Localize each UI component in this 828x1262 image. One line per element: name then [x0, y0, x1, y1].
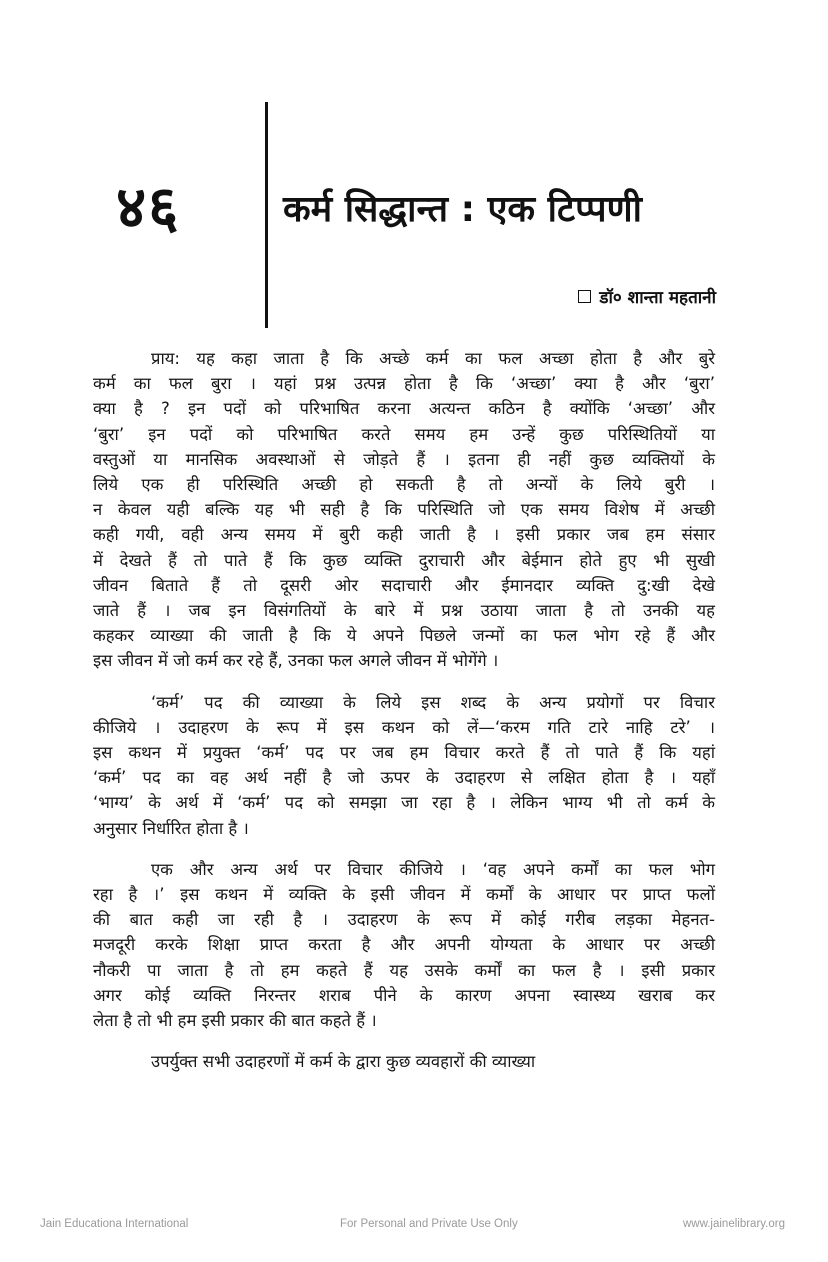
text-line: रहा है ।’ इस कथन में व्यक्ति के इसी जीवन में कर्मों के आधार पर प्राप्त फलों — [93, 885, 715, 905]
article-body — [93, 346, 715, 1090]
paragraph — [93, 857, 715, 1033]
text-line: जाते हैं । जब इन विसंगतियों के बारे में प्रश्न उठाया जाता है तो उनकी यह — [93, 601, 715, 621]
text-line: न केवल यही बल्कि यह भी सही है कि परिस्थिति जो एक समय विशेष में अच्छी — [93, 500, 715, 520]
text-line: कही गयी, वही अन्य समय में बुरी कही जाती है । इसी प्रकार जब हम संसार — [93, 525, 715, 545]
text-line: अगर कोई व्यक्ति निरन्तर शराब पीने के कारण अपना स्वास्थ्य खराब कर — [93, 985, 715, 1005]
footer-website-link[interactable]: www.jainelibrary.org — [682, 1218, 785, 1230]
text-line: इस जीवन में जो कर्म कर रहे हैं, उनका फल अगले जीवन में भोगेंगे । — [93, 651, 499, 671]
text-line: ‘भाग्य’ के अर्थ में ‘कर्म’ पद को समझा जा रहा है । लेकिन भाग्य भी तो कर्म के — [93, 793, 715, 813]
text-line: ‘बुरा’ इन पदों को परिभाषित करते समय हम उन्हें कुछ परिस्थितियों या — [93, 424, 715, 444]
text-line: नौकरी पा जाता है तो हम कहते हैं यह उसके कर्मों का फल है । इसी प्रकार — [93, 960, 715, 980]
text-line: कीजिये । उदाहरण के रूप में इस कथन को लें—‘करम गति टारे नाहि टरे’ । — [93, 717, 715, 737]
text-line: में देखते हैं तो पाते हैं कि कुछ व्यक्ति दुराचारी और बेईमान होते हुए भी सुखी — [93, 550, 715, 570]
text-line: ‘कर्म’ पद का वह अर्थ नहीं है जो ऊपर के उदाहरण से लक्षित होता है । यहाँ — [93, 768, 715, 788]
footer-usage-notice: For Personal and Private Use Only — [340, 1218, 518, 1230]
text-line: ‘कर्म’ पद की व्याख्या के लिये इस शब्द के अन्य प्रयोगों पर विचार — [151, 692, 715, 712]
text-line: प्राय: यह कहा जाता है कि अच्छे कर्म का फल अच्छा होता है और बुरे — [151, 349, 715, 368]
text-line: क्या है ? इन पदों को परिभाषित करना अत्यन्त कठिन है क्योंकि ‘अच्छा’ और — [93, 399, 715, 419]
text-line: की बात कही जा रही है । उदाहरण के रूप में कोई गरीब लड़का मेहनत- — [93, 910, 715, 930]
header-divider-line — [265, 102, 268, 328]
paragraph — [93, 346, 715, 674]
author-byline — [578, 285, 716, 308]
text-line: अनुसार निर्धारित होता है । — [93, 818, 249, 838]
paragraph — [93, 690, 715, 841]
page-footer — [0, 1218, 828, 1238]
footer-publisher: Jain Educationa International — [40, 1218, 189, 1230]
text-line: इस कथन में प्रयुक्त ‘कर्म’ पद पर जब हम विचार करते हैं तो पाते हैं कि यहां — [93, 743, 715, 763]
square-bullet-icon — [578, 290, 591, 303]
article-title: कर्म सिद्धान्त : एक टिप्पणी — [283, 189, 642, 230]
text-line: कर्म का फल बुरा । यहां प्रश्न उत्पन्न होता है कि ‘अच्छा’ क्या है और ‘बुरा’ — [93, 374, 715, 394]
text-line: लेता है तो भी हम इसी प्रकार की बात कहते हैं । — [93, 1011, 377, 1031]
chapter-number: ४६ — [116, 173, 181, 241]
paragraph — [93, 1049, 715, 1074]
text-line: कहकर व्याख्या की जाती है कि ये अपने पिछले जन्मों का फल भोग रहे हैं और — [93, 626, 715, 646]
text-line: मजदूरी करके शिक्षा प्राप्त करता है और अपनी योग्यता के आधार पर अच्छी — [93, 935, 715, 955]
text-line: लिये एक ही परिस्थिति अच्छी हो सकती है तो अन्यों के लिये बुरी । — [93, 475, 715, 495]
text-line: एक और अन्य अर्थ पर विचार कीजिये । ‘वह अपने कर्मों का फल भोग — [151, 859, 715, 879]
author-name: डॉ० शान्ता महतानी — [599, 288, 716, 308]
text-line: जीवन बिताते हैं तो दूसरी ओर सदाचारी और ईमानदार व्यक्ति दु:खी देखे — [93, 575, 715, 595]
text-line: उपर्युक्त सभी उदाहरणों में कर्म के द्वारा कुछ व्यवहारों की व्याख्या — [151, 1052, 536, 1072]
text-line: वस्तुओं या मानसिक अवस्थाओं से जोड़ते हैं । इतना ही नहीं कुछ व्यक्तियों के — [93, 449, 715, 469]
